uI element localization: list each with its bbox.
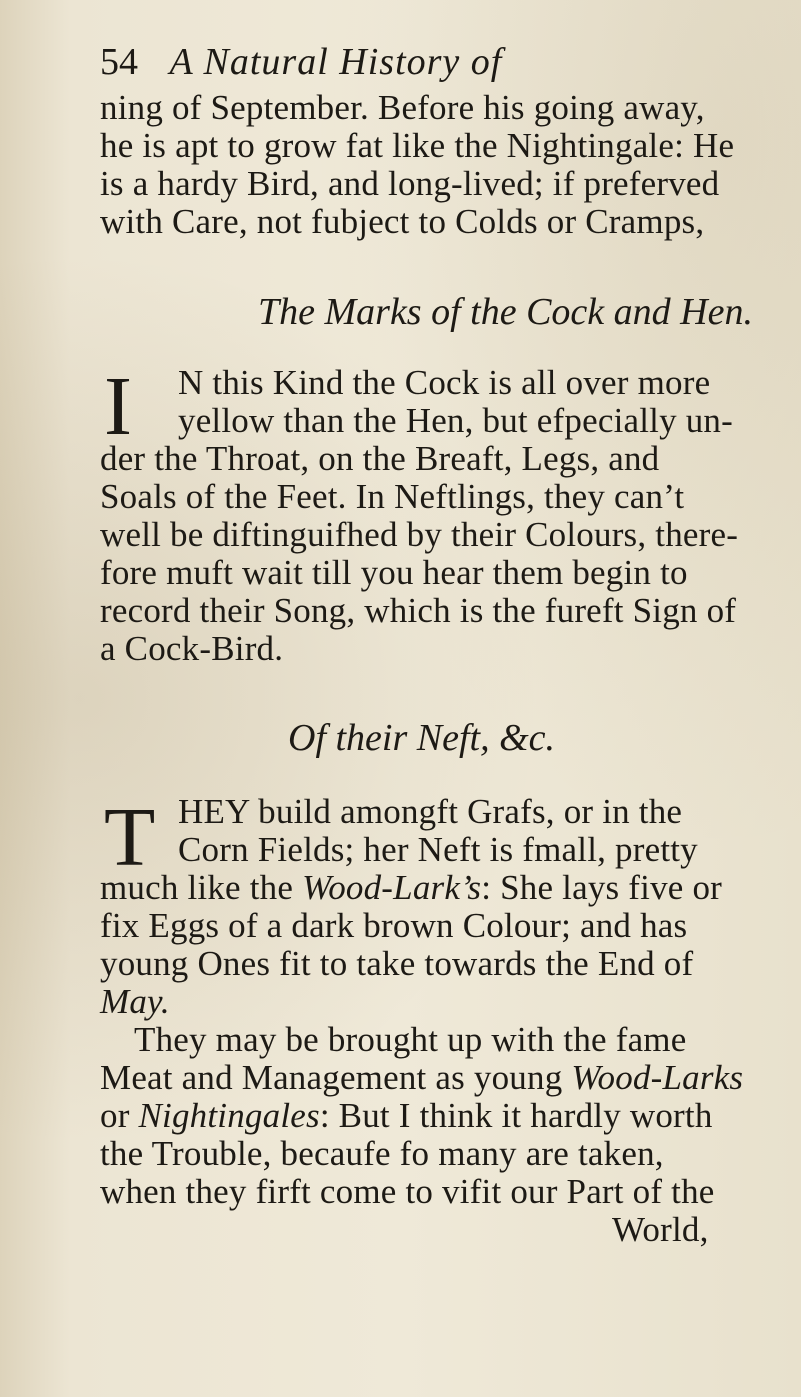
drop-cap-i: I [104,360,132,453]
section1-line-4: Soals of the Feet. In Neftlings, they can’t [100,477,685,516]
section2-line-4: fix Eggs of a dark brown Colour; and has [100,906,688,945]
section1-line-8: a Cock-Bird. [100,629,284,668]
section2-line-8: Meat and Management as young Wood-Larks [100,1058,744,1097]
section-heading-marks: The Marks of the Cock and Hen. [258,291,753,333]
intro-line-4: with Care, not fubject to Colds or Cramps, [100,202,705,241]
running-title: A Natural History of [169,41,503,83]
section2-line-2: Corn Fields; her Neft is fmall, pretty [178,830,698,869]
page-number: 54 [100,41,138,83]
section2-line-5: young Ones fit to take towards the End of [100,944,694,983]
section1-line-1: N this Kind the Cock is all over more [178,363,711,402]
running-header [100,40,502,84]
section1-line-3: der the Throat, on the Breaft, Legs, and [100,439,660,478]
section1-line-7: record their Song, which is the fureft Sign of [100,591,737,630]
section2-line-1: HEY build amongft Grafs, or in the [178,792,683,831]
section2-line-6: May. [100,982,170,1021]
section1-line-5: well be diftinguifhed by their Colours, there- [100,515,739,554]
drop-cap-t: T [104,791,156,884]
section2-line-9: or Nightingales: But I think it hardly worth [100,1096,713,1135]
catchword: World, [612,1210,709,1249]
section2-line-10: the Trouble, becaufe fo many are taken, [100,1134,664,1173]
section1-line-6: fore muft wait till you hear them begin to [100,553,688,592]
section2-line-3: much like the Wood-Lark’s: She lays five or [100,868,723,907]
intro-line-1: ning of September. Before his going away, [100,88,705,127]
intro-line-2: he is apt to grow fat like the Nightingale: He [100,126,735,165]
intro-line-3: is a hardy Bird, and long-lived; if preferved [100,164,720,203]
section1-line-2: yellow than the Hen, but efpecially un- [178,401,733,440]
section-heading-nest: Of their Neft, &c. [288,717,556,759]
section2-line-11: when they firft come to vifit our Part of the [100,1172,715,1211]
section2-line-7: They may be brought up with the fame [134,1020,687,1059]
